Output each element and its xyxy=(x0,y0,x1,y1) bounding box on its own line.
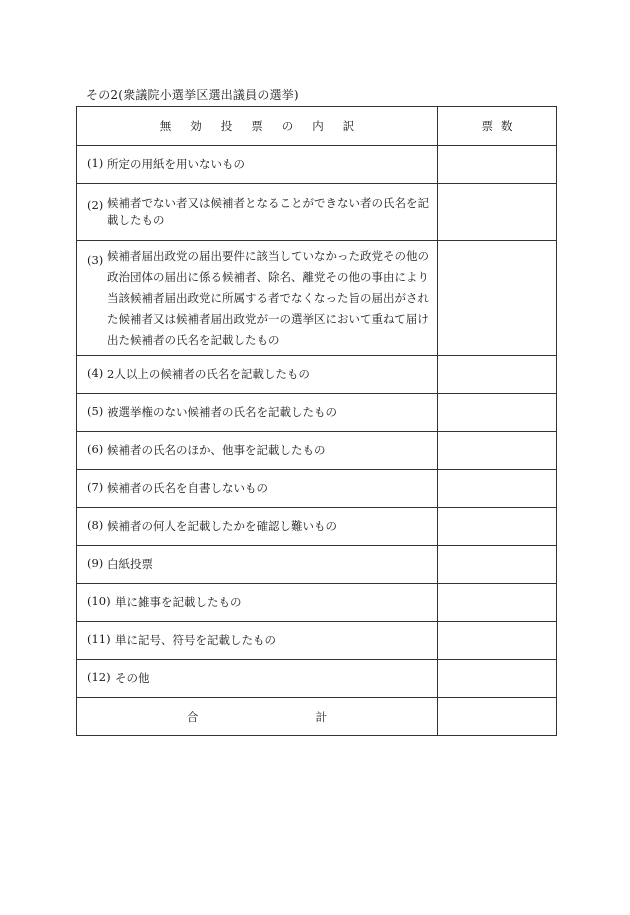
row-description xyxy=(77,660,438,698)
header-vote-count xyxy=(438,107,557,146)
row-description xyxy=(77,546,438,584)
row-text: 白紙投票 xyxy=(107,557,153,571)
row-number: (2) xyxy=(87,198,104,212)
table-row xyxy=(77,146,557,184)
table-row xyxy=(77,432,557,470)
table-row xyxy=(77,356,557,394)
row-text: 候補者でない者又は候補者となることができない者の氏名を記載したもの xyxy=(107,196,429,227)
total-label-cell xyxy=(77,698,438,736)
row-description xyxy=(77,622,438,660)
total-label-left: 合 xyxy=(186,709,199,724)
header-votes-label: 票数 xyxy=(481,119,521,133)
table-row xyxy=(77,584,557,622)
row-text: 候補者の氏名のほか、他事を記載したもの xyxy=(107,443,326,457)
table-row xyxy=(77,546,557,584)
vote-count-cell[interactable] xyxy=(438,394,557,432)
row-description xyxy=(77,394,438,432)
vote-count-cell[interactable] xyxy=(438,508,557,546)
form-caption: その2(衆議院小選挙区選出議員の選挙) xyxy=(86,88,299,102)
invalid-votes-table xyxy=(76,106,557,736)
row-number: (10) xyxy=(87,594,111,608)
row-number: (1) xyxy=(87,156,104,170)
row-description xyxy=(77,241,438,356)
row-number: (12) xyxy=(87,670,111,684)
row-description xyxy=(77,432,438,470)
total-label-right: 計 xyxy=(315,709,328,724)
row-description xyxy=(77,184,438,241)
total-vote-count-cell[interactable] xyxy=(438,698,557,736)
vote-count-cell[interactable] xyxy=(438,584,557,622)
row-description xyxy=(77,584,438,622)
row-number: (3) xyxy=(87,253,104,267)
table-header-row xyxy=(77,107,557,146)
row-text: 候補者の何人を記載したかを確認し難いもの xyxy=(107,519,337,533)
row-text: 候補者の氏名を自書しないもの xyxy=(107,481,268,495)
header-content-label: 無効投票の内訳 xyxy=(159,119,374,133)
row-number: (6) xyxy=(87,442,104,456)
vote-count-cell[interactable] xyxy=(438,146,557,184)
vote-count-cell[interactable] xyxy=(438,356,557,394)
vote-count-cell[interactable] xyxy=(438,241,557,356)
row-number: (5) xyxy=(87,404,104,418)
row-description xyxy=(77,356,438,394)
row-text: 所定の用紙を用いないもの xyxy=(107,157,245,171)
table-row xyxy=(77,241,557,356)
row-description xyxy=(77,470,438,508)
table-row xyxy=(77,660,557,698)
vote-count-cell[interactable] xyxy=(438,470,557,508)
row-number: (4) xyxy=(87,366,104,380)
row-text: 単に記号、符号を記載したもの xyxy=(115,633,276,647)
row-number: (9) xyxy=(87,556,104,570)
table-row xyxy=(77,184,557,241)
vote-count-cell[interactable] xyxy=(438,432,557,470)
vote-count-cell[interactable] xyxy=(438,660,557,698)
table-row xyxy=(77,394,557,432)
row-description xyxy=(77,508,438,546)
row-text: 候補者届出政党の届出要件に該当していなかった政党その他の政治団体の届出に係る候補者、除名、離党その他の事由により当該候補者届出政党に所属する者でなくなった旨の届出がされた候補者又は候補者届出政党が一の選挙区において重ねて届け出た候補者の氏名を記載したもの xyxy=(107,248,429,347)
row-text: 単に雑事を記載したもの xyxy=(115,595,242,609)
table-row xyxy=(77,508,557,546)
row-text: その他 xyxy=(115,671,150,685)
vote-count-cell[interactable] xyxy=(438,622,557,660)
total-row xyxy=(77,698,557,736)
row-text: 2人以上の候補者の氏名を記載したもの xyxy=(107,367,310,381)
row-number: (11) xyxy=(87,632,111,646)
table-row xyxy=(77,622,557,660)
vote-count-cell[interactable] xyxy=(438,546,557,584)
row-number: (7) xyxy=(87,480,104,494)
header-content-breakdown xyxy=(77,107,438,146)
row-number: (8) xyxy=(87,518,104,532)
row-text: 被選挙権のない候補者の氏名を記載したもの xyxy=(107,405,337,419)
table-row xyxy=(77,470,557,508)
row-description xyxy=(77,146,438,184)
vote-count-cell[interactable] xyxy=(438,184,557,241)
